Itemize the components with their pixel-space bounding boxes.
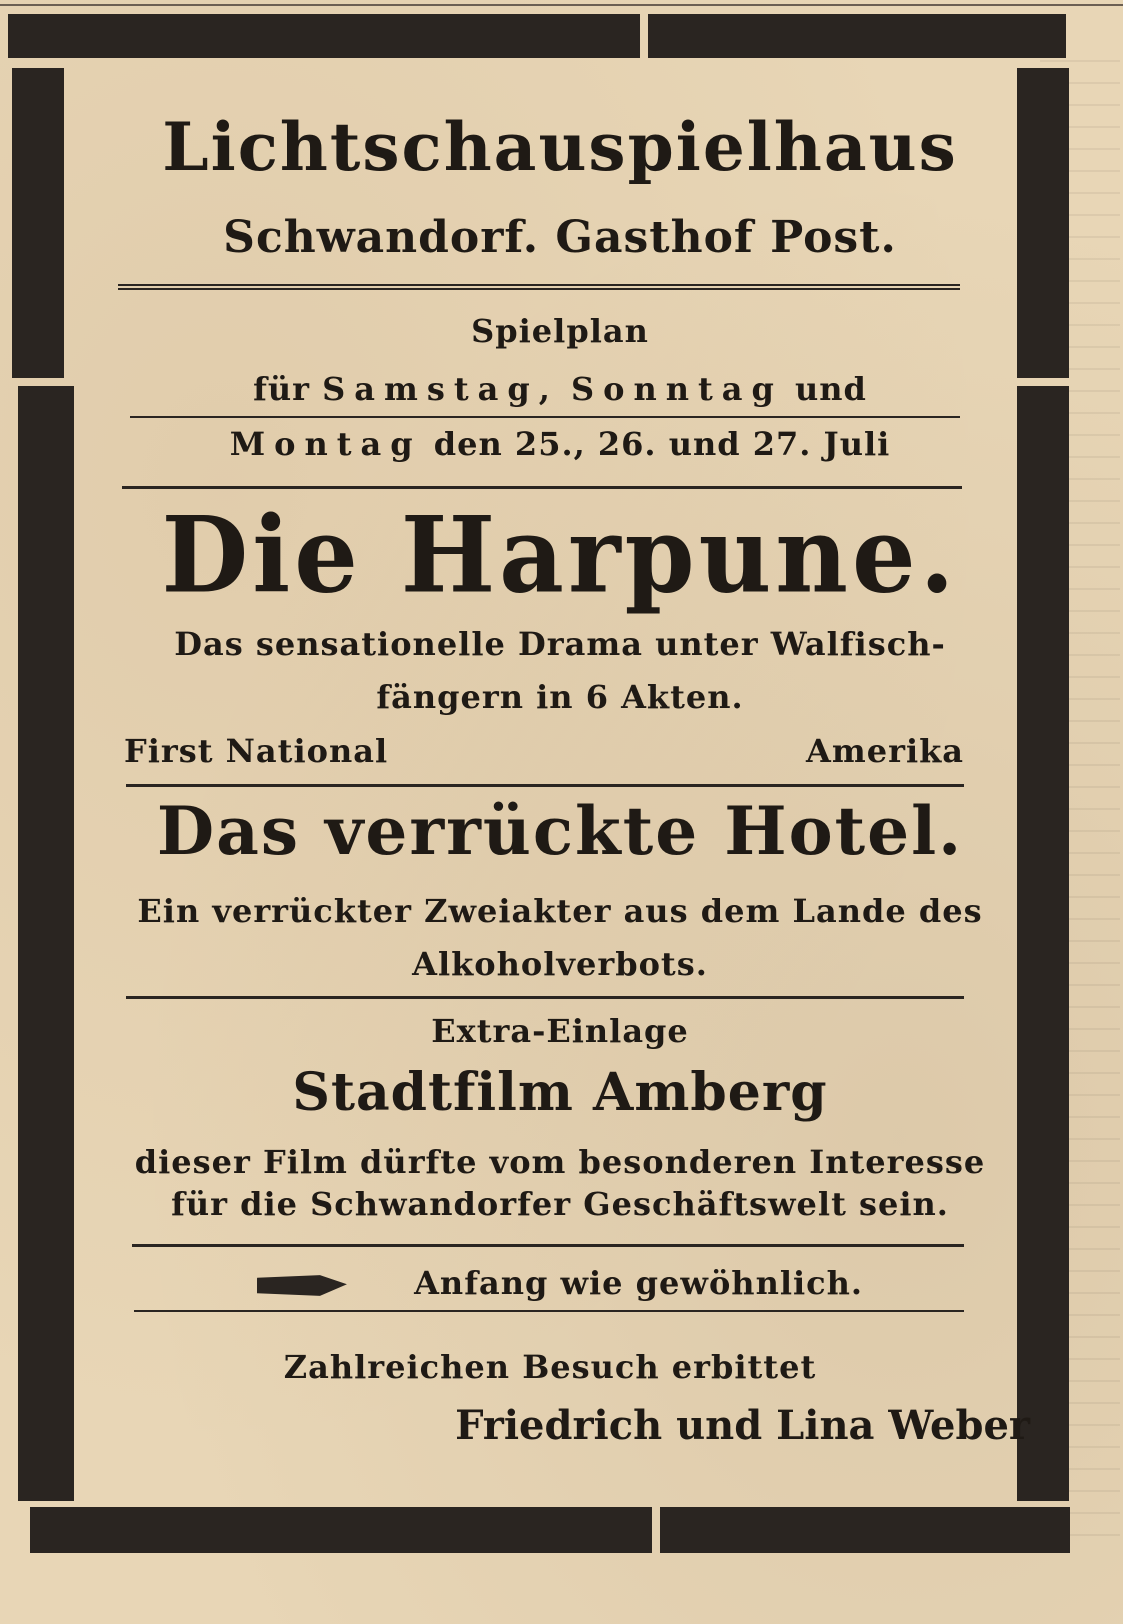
- film2-description-2: Alkoholverbots.: [412, 945, 708, 983]
- page-top-rule: [0, 4, 1123, 6]
- pointing-hand-icon: [257, 1273, 347, 1299]
- border-right-lower: [1017, 386, 1069, 1501]
- days-underline: [130, 416, 960, 418]
- start-divider: [134, 1310, 964, 1312]
- schedule-dates: [110, 425, 1010, 463]
- film1-origin: Amerika: [806, 732, 964, 770]
- extra-title: Stadtfilm Amberg: [292, 1062, 828, 1123]
- extra-label: Extra-Einlage: [431, 1012, 689, 1050]
- extra-divider: [132, 1244, 964, 1247]
- advertisement: [110, 100, 1030, 1520]
- film1-studio: First National: [124, 732, 389, 770]
- schedule-divider: [122, 486, 962, 489]
- dates-text: den 25., 26. und 27. Juli: [433, 425, 891, 463]
- film1-description-2: fängern in 6 Akten.: [376, 678, 744, 716]
- header-divider: [118, 284, 960, 290]
- day-monday: Montag: [229, 425, 422, 463]
- border-top-right: [648, 14, 1066, 58]
- schedule-label: Spielplan: [471, 312, 649, 350]
- film1-divider: [126, 784, 964, 787]
- film2-title: Das verrückte Hotel.: [156, 792, 964, 870]
- extra-description-1: dieser Film dürfte vom besonderen Interesse: [134, 1143, 986, 1181]
- start-text: Anfang wie gewöhnlich.: [414, 1264, 864, 1302]
- day-saturday: Samstag,: [322, 370, 559, 408]
- days-prefix: für: [253, 370, 310, 408]
- day-sunday: Sonntag: [571, 370, 783, 408]
- extra-description-2: für die Schwandorfer Geschäftswelt sein.: [171, 1185, 949, 1223]
- schedule-days: [110, 370, 1010, 408]
- border-left-upper: [12, 68, 64, 378]
- border-right-upper: [1017, 68, 1069, 378]
- film1-credits: [124, 732, 964, 770]
- days-and: und: [795, 370, 867, 408]
- venue-name: Lichtschauspielhaus: [162, 108, 958, 186]
- border-left-lower: [18, 386, 74, 1501]
- start-notice: [110, 1264, 1010, 1302]
- film2-divider: [126, 996, 964, 999]
- film1-description-1: Das sensationelle Drama unter Walfisch-: [174, 625, 946, 663]
- border-top-left: [8, 14, 640, 58]
- venue-location: Schwandorf. Gasthof Post.: [223, 212, 897, 263]
- film1-title: Die Harpune.: [161, 493, 959, 617]
- closing-request: Zahlreichen Besuch erbittet: [283, 1348, 817, 1386]
- closing-signature: Friedrich und Lina Weber: [455, 1402, 1030, 1449]
- film2-description-1: Ein verrückter Zweiakter aus dem Lande des: [137, 892, 983, 930]
